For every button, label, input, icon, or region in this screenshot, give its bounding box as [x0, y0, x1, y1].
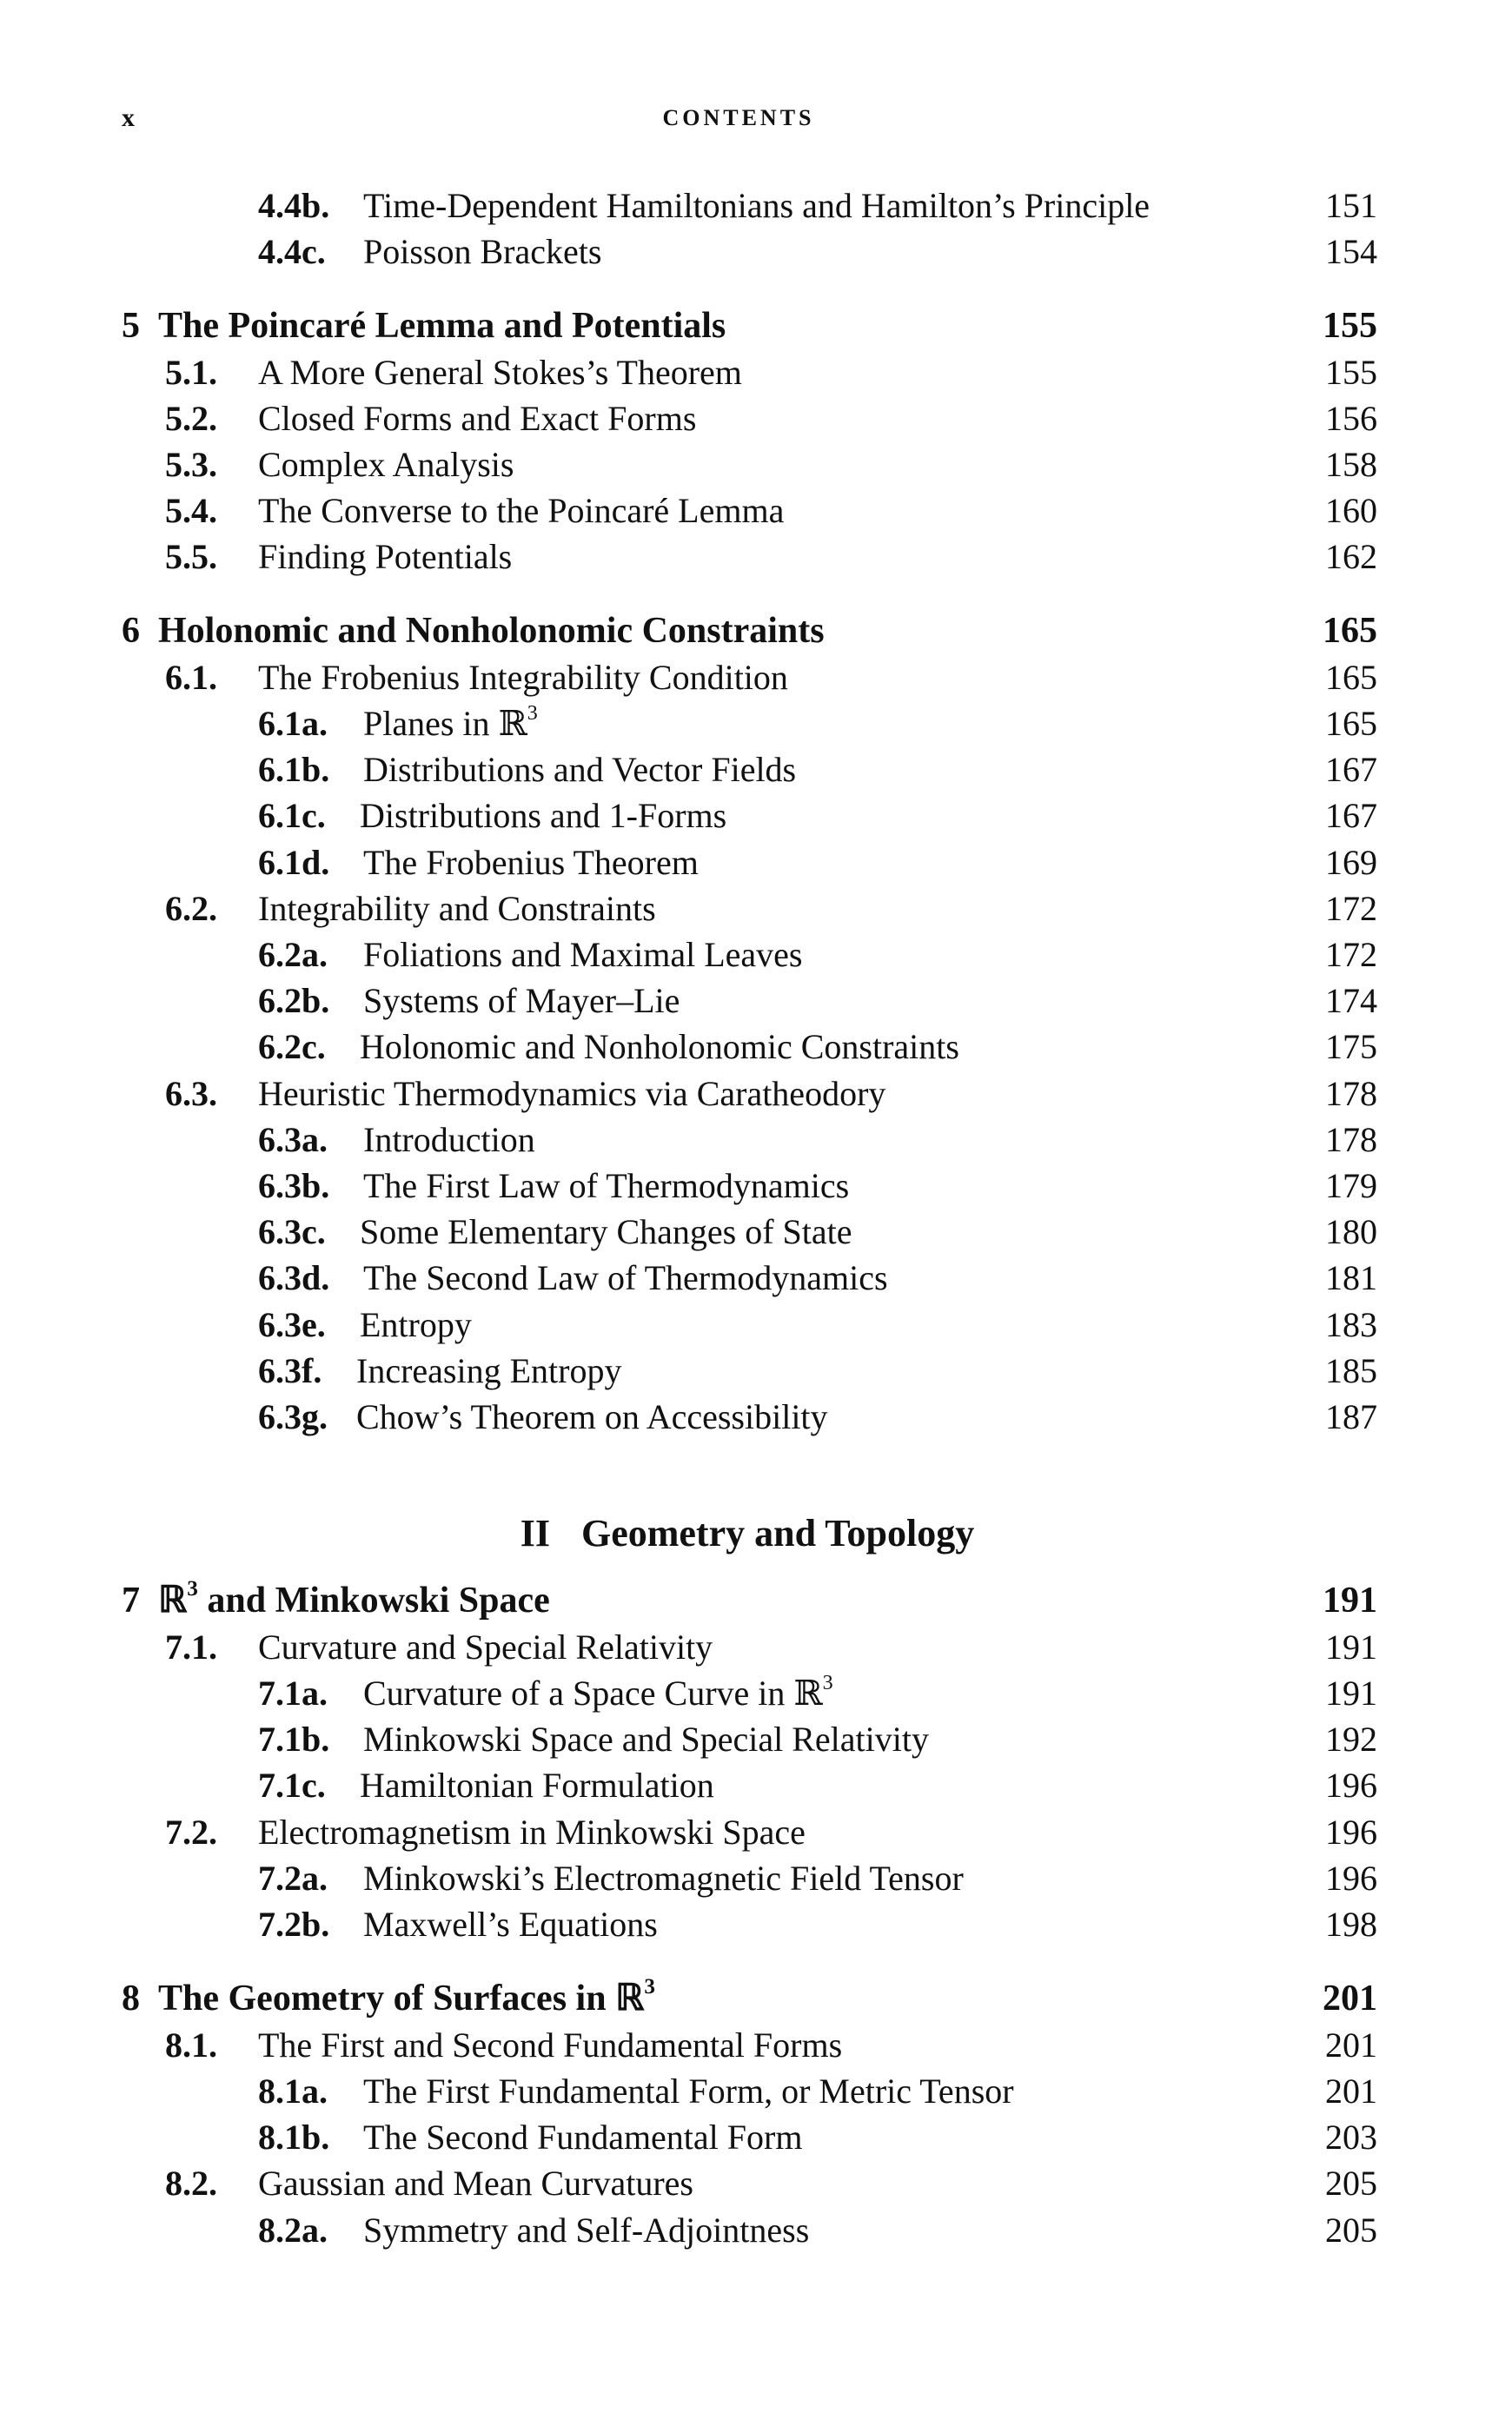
toc-entry-page: 196 [1325, 1766, 1377, 1805]
toc-entry-page: 205 [1325, 2211, 1377, 2250]
toc-entry-title-text: The First and Second Fundamental Forms [258, 2025, 843, 2065]
toc-entry-title [258, 395, 696, 442]
toc-entry-title-text: Entropy [360, 1305, 472, 1344]
part-title: Geometry and Topology [580, 1512, 975, 1555]
toc-entry-title [258, 487, 784, 534]
toc-entry-number: 8.1. [165, 2025, 217, 2065]
toc-entry-title-text: and Minkowski Space [197, 1581, 550, 1621]
toc-entry[interactable] [0, 2160, 1512, 2207]
toc-entry-title-text: Minkowski’s Electromagnetic Field Tensor [363, 1859, 964, 1898]
toc-entry[interactable] [0, 700, 1512, 747]
toc-entry-number: 6.1c. [258, 796, 326, 835]
toc-entry-title-text: Electromagnetism in Minkowski Space [258, 1813, 806, 1852]
toc-entry-title [363, 839, 699, 886]
toc-entry-page: 203 [1325, 2118, 1377, 2157]
toc-entry-page: 151 [1325, 186, 1377, 225]
toc-entry-page: 198 [1325, 1905, 1377, 1944]
toc-entry-page: 178 [1325, 1120, 1377, 1159]
toc-entry-title [363, 700, 538, 747]
toc-entry-number: 6.3e. [258, 1305, 326, 1344]
toc-entry[interactable] [0, 1809, 1512, 1856]
toc-entry-title-text: Time-Dependent Hamiltonians and Hamilton’s Principle [363, 186, 1151, 225]
toc-entry-page: 165 [1325, 658, 1377, 697]
toc-entry-title [363, 1855, 964, 1902]
toc-entry-title-text: Poisson Brackets [363, 232, 602, 271]
superscript: 3 [527, 702, 538, 725]
toc-entry-title-text: Finding Potentials [258, 537, 513, 576]
toc-entry-number: 5.1. [165, 353, 217, 392]
toc-entry-number: 5.5. [165, 537, 217, 576]
toc-entry-number: 6.2c. [258, 1027, 326, 1066]
toc-entry-title-text: Planes in ℝ [363, 704, 527, 743]
toc-entry[interactable] [0, 792, 1512, 839]
toc-entry-number: 7.2a. [258, 1859, 328, 1898]
toc-entry[interactable] [0, 2207, 1512, 2254]
toc-entry-page: 174 [1325, 981, 1377, 1020]
toc-entry[interactable] [0, 2022, 1512, 2069]
toc-entry-number: 8.2. [165, 2164, 217, 2203]
toc-entry-title [258, 2022, 842, 2069]
toc-entry[interactable] [0, 2114, 1512, 2161]
toc-entry[interactable] [0, 1975, 1512, 2022]
toc-entry-title-text: Hamiltonian Formulation [360, 1766, 714, 1805]
header-title: CONTENTS [662, 105, 815, 130]
toc-entry-number: 5.2. [165, 399, 217, 438]
toc-entry[interactable] [0, 349, 1512, 396]
toc-entry-title [356, 1394, 828, 1441]
toc-entry-page: 167 [1325, 796, 1377, 835]
toc-entry[interactable] [0, 1762, 1512, 1809]
toc-entry-number: 5.3. [165, 445, 217, 484]
toc-entry[interactable] [0, 839, 1512, 886]
toc-entry-number: 7.2. [165, 1813, 217, 1852]
toc-entry-title [363, 978, 680, 1024]
toc-entry-title-text: ℝ [158, 1581, 188, 1621]
toc-entry-page: 160 [1325, 491, 1377, 530]
toc-entry-page: 179 [1325, 1166, 1377, 1205]
toc-entry-number: 6 [122, 611, 140, 651]
toc-entry[interactable] [0, 1163, 1512, 1210]
toc-entry[interactable] [0, 1670, 1512, 1717]
toc-entry-page: 158 [1325, 445, 1377, 484]
toc-entry-title-text: The First Fundamental Form, or Metric Tensor [363, 2072, 1014, 2111]
toc-entry-title-text: Introduction [363, 1120, 535, 1159]
toc-entry-number: 6.1. [165, 658, 217, 697]
toc-entry-page: 187 [1325, 1397, 1377, 1436]
toc-entry-page: 192 [1325, 1720, 1377, 1759]
toc-entry-page: 191 [1325, 1627, 1377, 1667]
toc-entry-title-text: Curvature of a Space Curve in ℝ [363, 1674, 823, 1713]
toc-entry[interactable] [0, 1624, 1512, 1671]
toc-entry-title [363, 229, 601, 275]
toc-entry-title-text: A More General Stokes’s Theorem [258, 353, 742, 392]
toc-entry-number: 4.4b. [258, 186, 330, 225]
toc-entry-title [258, 1809, 806, 1856]
toc-entry-title-text: Holonomic and Nonholonomic Constraints [158, 611, 825, 651]
toc-entry-number: 6.3b. [258, 1166, 330, 1205]
superscript: 3 [187, 1577, 198, 1601]
toc-entry-page: 172 [1325, 889, 1377, 928]
toc-entry-number: 6.2b. [258, 981, 330, 1020]
toc-entry[interactable] [0, 229, 1512, 275]
toc-entry-title [363, 746, 796, 793]
toc-entry[interactable] [0, 1348, 1512, 1395]
toc-entry-page: 205 [1325, 2164, 1377, 2203]
toc-entry-title-text: The Second Fundamental Form [363, 2118, 803, 2157]
toc-entry-number: 6.3f. [258, 1351, 322, 1390]
toc-entry-title [356, 1348, 621, 1395]
toc-entry-title-text: Complex Analysis [258, 445, 514, 484]
toc-entry-title-text: Foliations and Maximal Leaves [363, 935, 803, 974]
toc-entry-number: 6.3a. [258, 1120, 328, 1159]
toc-entry-title-text: Increasing Entropy [356, 1351, 622, 1390]
toc-entry-number: 6.1d. [258, 843, 330, 882]
toc-entry-title [258, 441, 514, 488]
toc-entry-number: 6.3c. [258, 1212, 326, 1251]
toc-entry-number: 6.1b. [258, 750, 330, 789]
toc-entry[interactable] [0, 1394, 1512, 1441]
toc-entry-page: 167 [1325, 750, 1377, 789]
toc-entry-title [360, 1302, 472, 1349]
toc-entry-title-text: The Frobenius Theorem [363, 843, 699, 882]
toc-entry[interactable] [0, 441, 1512, 488]
toc-entry-title [363, 182, 1150, 229]
toc-entry-title-text: Some Elementary Changes of State [360, 1212, 852, 1251]
toc-entry-title-text: Systems of Mayer–Lie [363, 981, 680, 1020]
toc-entry-page: 155 [1325, 353, 1377, 392]
toc-entry-page: 201 [1325, 2072, 1377, 2111]
toc-entry[interactable] [0, 1255, 1512, 1302]
toc-entry-title-text: Heuristic Thermodynamics via Caratheodory [258, 1074, 886, 1113]
toc-entry-number: 8 [122, 1979, 140, 2019]
toc-entry-title [363, 1163, 849, 1210]
toc-entry-title [363, 1117, 535, 1163]
toc-entry-title [360, 792, 726, 839]
toc-entry-title [363, 2114, 802, 2161]
toc-entry-title-text: Gaussian and Mean Curvatures [258, 2164, 693, 2203]
superscript: 3 [644, 1975, 655, 1999]
toc-entry-page: 165 [1325, 704, 1377, 743]
toc-entry[interactable] [0, 395, 1512, 442]
toc-entry-title [363, 1716, 929, 1763]
toc-entry-page: 178 [1325, 1074, 1377, 1113]
toc-entry-title [360, 1762, 714, 1809]
toc-entry-title [258, 349, 742, 396]
toc-entry-title [258, 1071, 885, 1117]
toc-entry-page: 175 [1325, 1027, 1377, 1066]
toc-entry-title [363, 1901, 658, 1948]
toc-entry-number: 6.1a. [258, 704, 328, 743]
toc-entry-title-text: Distributions and Vector Fields [363, 750, 797, 789]
toc-entry-page: 165 [1323, 611, 1377, 651]
toc-entry-title-text: The Second Law of Thermodynamics [363, 1258, 888, 1297]
toc-entry-title-text: Maxwell’s Equations [363, 1905, 658, 1944]
toc-entry[interactable] [0, 607, 1512, 654]
toc-entry-page: 181 [1325, 1258, 1377, 1297]
toc-entry[interactable] [0, 1901, 1512, 1948]
toc-entry[interactable] [0, 1577, 1512, 1624]
toc-entry[interactable] [0, 931, 1512, 978]
toc-entry-number: 4.4c. [258, 232, 326, 271]
superscript: 3 [822, 1672, 833, 1694]
toc-entry[interactable] [0, 1071, 1512, 1117]
toc-entry-number: 8.1a. [258, 2072, 328, 2111]
toc-entry-page: 191 [1323, 1581, 1377, 1621]
toc-entry-title-text: Holonomic and Nonholonomic Constraints [360, 1027, 959, 1066]
toc-entry-title-text: The Converse to the Poincaré Lemma [258, 491, 785, 530]
toc-entry-page: 201 [1325, 2025, 1377, 2065]
toc-entry[interactable] [0, 182, 1512, 229]
toc-entry-title [360, 1209, 852, 1256]
toc-entry[interactable] [0, 1716, 1512, 1763]
toc-entry-title [363, 2207, 809, 2254]
toc-entry-number: 6.2. [165, 889, 217, 928]
toc-entry-title-text: The First Law of Thermodynamics [363, 1166, 850, 1205]
toc-entry-page: 201 [1323, 1979, 1377, 2019]
toc-entry-page: 196 [1325, 1813, 1377, 1852]
toc-entry-page: 191 [1325, 1674, 1377, 1713]
toc-entry-title [360, 1024, 959, 1071]
toc-entry-title-text: The Geometry of Surfaces in ℝ [158, 1979, 645, 2019]
toc-entry-page: 185 [1325, 1351, 1377, 1390]
toc-entry-title-text: Symmetry and Self-Adjointness [363, 2211, 810, 2250]
toc-entry-title [258, 1624, 713, 1671]
toc-entry-number: 8.2a. [258, 2211, 328, 2250]
toc-entry-page: 180 [1325, 1212, 1377, 1251]
toc-entry-number: 7.1c. [258, 1766, 326, 1805]
toc-entry-number: 5.4. [165, 491, 217, 530]
toc-entry-title [363, 1670, 833, 1717]
toc-entry-number: 7.1a. [258, 1674, 328, 1713]
toc-entry[interactable] [0, 2068, 1512, 2115]
toc-entry-number: 7.1. [165, 1627, 217, 1667]
toc-entry-title-text: Chow’s Theorem on Accessibility [356, 1397, 828, 1436]
toc-entry-page: 169 [1325, 843, 1377, 882]
toc-entry[interactable] [0, 487, 1512, 534]
toc-entry[interactable] [0, 978, 1512, 1024]
toc-entry-title [158, 1577, 550, 1624]
toc-entry[interactable] [0, 1855, 1512, 1902]
toc-entry-number: 5 [122, 306, 140, 346]
toc-entry[interactable] [0, 885, 1512, 932]
toc-entry-title-text: Closed Forms and Exact Forms [258, 399, 697, 438]
toc-entry[interactable] [0, 1302, 1512, 1349]
toc-entry-page: 162 [1325, 537, 1377, 576]
toc-entry-number: 6.3g. [258, 1397, 328, 1436]
toc-entry-number: 8.1b. [258, 2118, 330, 2157]
toc-entry-page: 154 [1325, 232, 1377, 271]
toc-entry-number: 6.2a. [258, 935, 328, 974]
toc-entry-title [258, 2160, 693, 2207]
toc-entry-page: 172 [1325, 935, 1377, 974]
toc-entry-title [258, 534, 512, 580]
toc-entry[interactable] [0, 1117, 1512, 1163]
toc-entry[interactable] [0, 1209, 1512, 1256]
part-heading [0, 1508, 1495, 1560]
toc-entry-title-text: Integrability and Constraints [258, 889, 656, 928]
toc-entry-title [158, 302, 726, 349]
toc-entry-title [363, 1255, 888, 1302]
toc-entry[interactable] [0, 534, 1512, 580]
toc-entry-number: 7.2b. [258, 1905, 330, 1944]
toc-entry-title-text: Distributions and 1-Forms [360, 796, 727, 835]
toc-entry-page: 155 [1323, 306, 1377, 346]
toc-entry-title-text: Minkowski Space and Special Relativity [363, 1720, 929, 1759]
toc-entry-title-text: The Frobenius Integrability Condition [258, 658, 788, 697]
toc-entry-title-text: Curvature and Special Relativity [258, 1627, 713, 1667]
toc-entry-title-text: The Poincaré Lemma and Potentials [158, 306, 726, 346]
toc-entry[interactable] [0, 302, 1512, 349]
toc-entry-page: 196 [1325, 1859, 1377, 1898]
toc-entry-title [258, 885, 656, 932]
toc-entry-title [258, 654, 788, 701]
toc-entry[interactable] [0, 654, 1512, 701]
toc-entry-page: 183 [1325, 1305, 1377, 1344]
toc-entry-number: 7 [122, 1581, 140, 1621]
toc-entry-number: 7.1b. [258, 1720, 330, 1759]
toc-entry[interactable] [0, 746, 1512, 793]
toc-entry-title [363, 931, 802, 978]
toc-entry-title [158, 607, 825, 654]
toc-entry-title [158, 1975, 655, 2022]
toc-entry-number: 6.3d. [258, 1258, 330, 1297]
toc-entry-number: 6.3. [165, 1074, 217, 1113]
toc-entry-page: 156 [1325, 399, 1377, 438]
part-number: II [520, 1512, 550, 1555]
toc-entry[interactable] [0, 1024, 1512, 1071]
page-number: x [122, 103, 135, 132]
toc-entry-title [363, 2068, 1014, 2115]
